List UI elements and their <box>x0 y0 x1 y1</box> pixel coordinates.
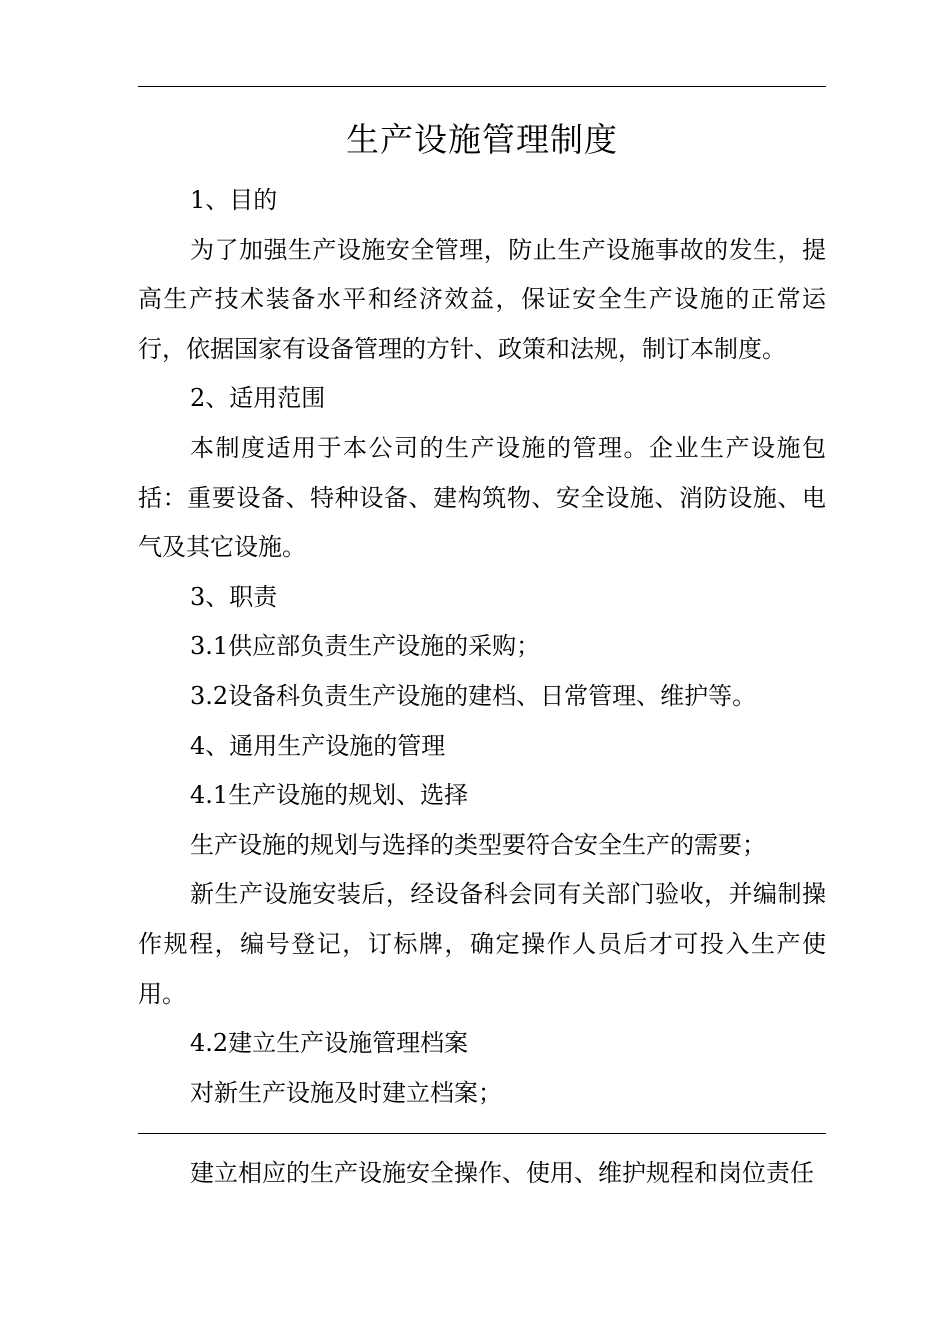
paragraph: 3、职责 <box>190 582 278 611</box>
paragraph: 4、通用生产设施的管理 <box>190 731 446 760</box>
paragraph: 新生产设施安装后，经设备科会同有关部门验收，并编制操作规程，编号登记，订标牌，确定操作人员后才可投入生产使用。 <box>138 880 826 1008</box>
next-page-body <box>138 1149 826 1199</box>
paragraph: 2、适用范围 <box>190 384 326 413</box>
paragraph: 本制度适用于本公司的生产设施的管理。企业生产设施包括：重要设备、特种设备、建构筑物、安全设施、消防设施、电气及其它设施。 <box>138 433 826 562</box>
paragraph: 为了加强生产设施安全管理，防止生产设施事故的发生，提高生产技术装备水平和经济效益，保证安全生产设施的正常运行，依据国家有设备管理的方针、政策和法规，制订本制度。 <box>138 235 826 363</box>
paragraph: 4.2建立生产设施管理档案 <box>190 1029 469 1058</box>
document-title: 生产设施管理制度 <box>346 120 618 159</box>
paragraph: 3.2设备科负责生产设施的建档、日常管理、维护等。 <box>190 681 757 710</box>
paragraph: 3.1供应部负责生产设施的采购； <box>190 632 541 661</box>
document-body <box>138 176 826 1118</box>
paragraph: 对新生产设施及时建立档案； <box>190 1078 502 1107</box>
paragraph: 1、目的 <box>190 186 278 214</box>
page-break-rule <box>138 1133 826 1134</box>
paragraph: 生产设施的规划与选择的类型要符合安全生产的需要； <box>190 830 766 859</box>
paragraph: 4.1生产设施的规划、选择 <box>190 781 469 810</box>
top-rule <box>138 86 826 87</box>
paragraph: 建立相应的生产设施安全操作、使用、维护规程和岗位责任 <box>190 1159 814 1187</box>
